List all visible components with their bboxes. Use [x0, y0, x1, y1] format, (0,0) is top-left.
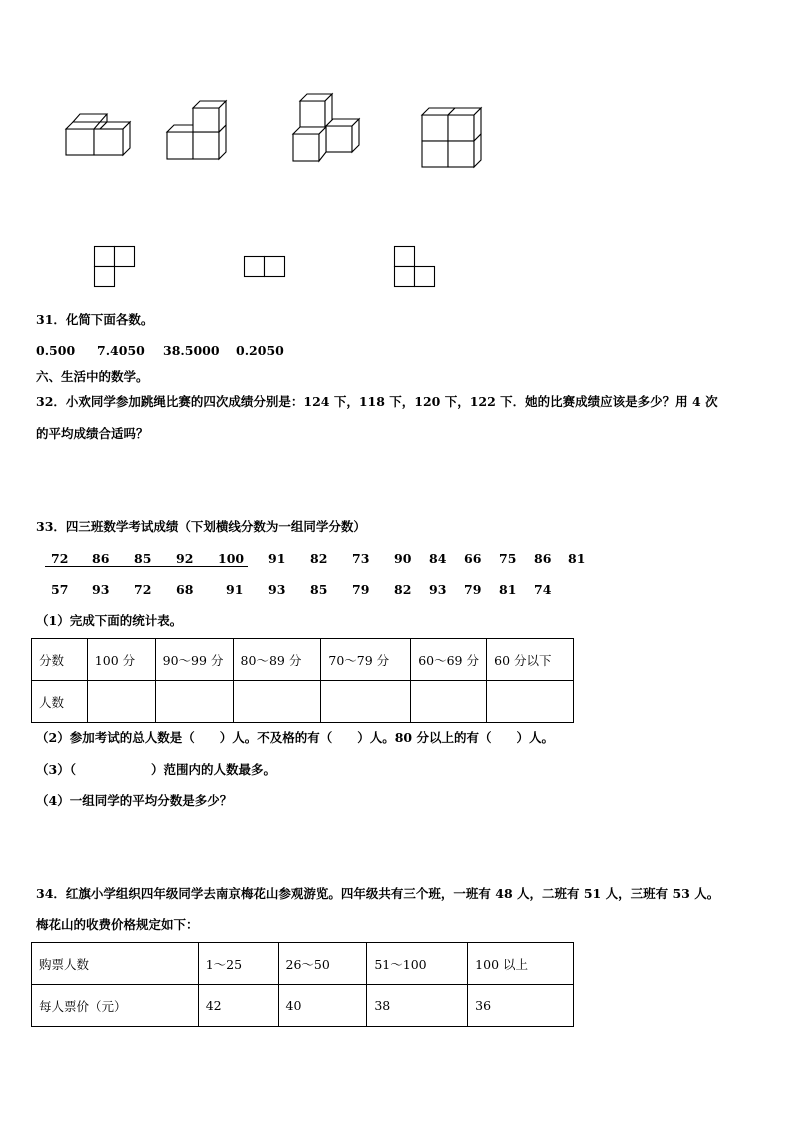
- answer-cell[interactable]: [487, 681, 574, 723]
- table-header-row: [32, 639, 574, 681]
- price-cell: 38: [367, 985, 468, 1027]
- group-underline: [45, 566, 248, 567]
- table-header-cell: 100 分: [87, 639, 155, 681]
- q31-number-3: 38.5000: [163, 343, 220, 358]
- q31-title: 31．化简下面各数。: [36, 312, 154, 327]
- score: 72: [134, 582, 152, 597]
- score: 91: [226, 582, 244, 597]
- table-header-cell: 1～25: [198, 943, 278, 985]
- q33-title: 33．四三班数学考试成绩（下划横线分数为一组同学分数）: [36, 519, 366, 534]
- table-header-cell: 51～100: [367, 943, 468, 985]
- score: 79: [464, 582, 482, 597]
- table-header-cell: 60～69 分: [411, 639, 487, 681]
- score: 100: [218, 551, 245, 566]
- q31-number-4: 0.2050: [236, 343, 284, 358]
- q33-sub-3: （3）（ ）范围内的人数最多。: [36, 762, 276, 777]
- ticket-price-table: [31, 942, 574, 1027]
- view-figure-2: [244, 256, 286, 278]
- score: 73: [352, 551, 370, 566]
- answer-cell[interactable]: [411, 681, 487, 723]
- price-cell: 40: [278, 985, 367, 1027]
- cube-figure-1: [60, 108, 130, 160]
- table-row: [32, 681, 574, 723]
- q32-line-1: 32．小欢同学参加跳绳比赛的四次成绩分别是：124 下，118 下，120 下，122 下．她的比赛成绩应该是多少？用 4 次: [36, 394, 718, 409]
- score: 68: [176, 582, 194, 597]
- table-header-cell: 60 分以下: [487, 639, 574, 681]
- score: 84: [429, 551, 447, 566]
- table-header-cell: 100 以上: [468, 943, 574, 985]
- q33-sub-2: （2）参加考试的总人数是（ ）人。不及格的有（ ）人。80 分以上的有（ ）人。: [36, 730, 554, 745]
- score: 93: [429, 582, 447, 597]
- q32-line-2: 的平均成绩合适吗？: [36, 426, 149, 441]
- score: 82: [310, 551, 328, 566]
- score: 79: [352, 582, 370, 597]
- answer-cell[interactable]: [233, 681, 321, 723]
- score: 66: [464, 551, 482, 566]
- answer-cell[interactable]: [155, 681, 233, 723]
- score: 92: [176, 551, 194, 566]
- score: 90: [394, 551, 412, 566]
- price-cell: 42: [198, 985, 278, 1027]
- q34-line-1: 34．红旗小学组织四年级同学去南京梅花山参观游览。四年级共有三个班，一班有 48 人，二班有 51 人，三班有 53 人。: [36, 886, 720, 901]
- score: 57: [51, 582, 69, 597]
- section-heading: 六、生活中的数学。: [36, 369, 149, 384]
- q34-line-2: 梅花山的收费价格规定如下：: [36, 917, 199, 932]
- score: 93: [92, 582, 110, 597]
- table-header-cell: 80～89 分: [233, 639, 321, 681]
- table-header-cell: 90～99 分: [155, 639, 233, 681]
- score-stats-table: [31, 638, 574, 723]
- table-row-label: 人数: [32, 681, 88, 723]
- score: 72: [51, 551, 69, 566]
- cube-figure-3: [292, 94, 360, 162]
- q31-number-1: 0.500: [36, 343, 76, 358]
- cube-figure-2: [164, 100, 226, 160]
- view-figure-3: [394, 246, 436, 288]
- table-header-row: [32, 943, 574, 985]
- score: 74: [534, 582, 552, 597]
- table-row-label: 每人票价（元）: [32, 985, 199, 1027]
- score: 82: [394, 582, 412, 597]
- table-header-cell: 26～50: [278, 943, 367, 985]
- q31-number-2: 7.4050: [97, 343, 145, 358]
- score: 85: [134, 551, 152, 566]
- score: 81: [568, 551, 586, 566]
- cube-figure-4: [421, 106, 483, 168]
- answer-cell[interactable]: [87, 681, 155, 723]
- table-row: [32, 985, 574, 1027]
- score: 86: [92, 551, 110, 566]
- score: 85: [310, 582, 328, 597]
- q33-sub-4: （4）一组同学的平均分数是多少？: [36, 793, 233, 808]
- answer-cell[interactable]: [321, 681, 411, 723]
- q33-sub-1: （1）完成下面的统计表。: [36, 613, 183, 628]
- table-header-cell: 购票人数: [32, 943, 199, 985]
- score: 93: [268, 582, 286, 597]
- table-header-cell: 70～79 分: [321, 639, 411, 681]
- score: 91: [268, 551, 286, 566]
- table-header-cell: 分数: [32, 639, 88, 681]
- score: 86: [534, 551, 552, 566]
- view-figure-1: [94, 246, 136, 288]
- score: 81: [499, 582, 517, 597]
- price-cell: 36: [468, 985, 574, 1027]
- score: 75: [499, 551, 517, 566]
